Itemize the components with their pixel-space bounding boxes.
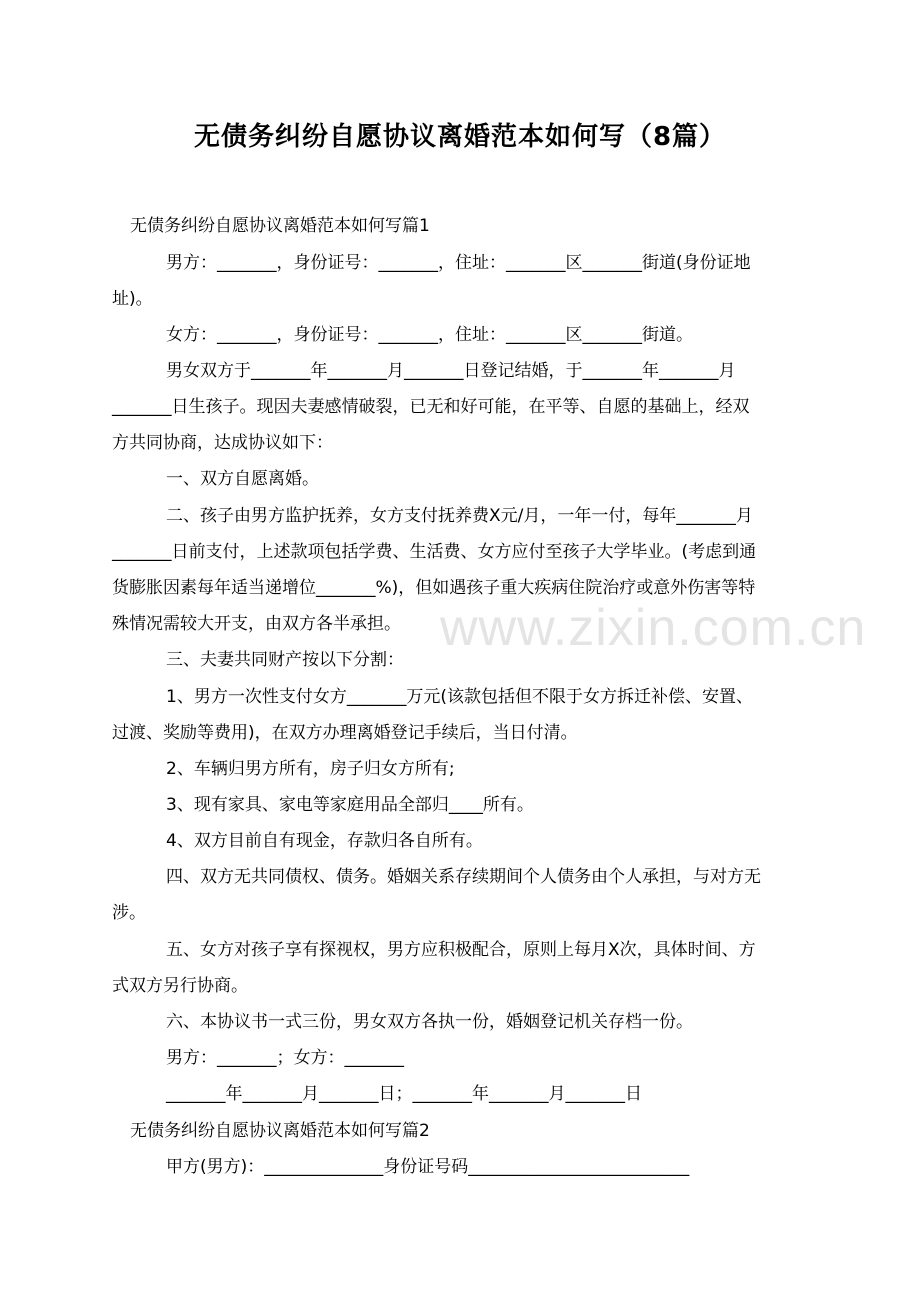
paragraph-line: 址)。 xyxy=(112,289,153,309)
section-heading-2: 无债务纠纷自愿协议离婚范本如何写篇2 xyxy=(130,1121,430,1141)
signature-line: 男方：_______；女方：_______ xyxy=(166,1048,404,1068)
paragraph-line: 男方：_______，身份证号：_______，住址：_______区_______街道(身份证地 xyxy=(166,253,751,273)
paragraph-line: 式双方另行协商。 xyxy=(112,976,248,996)
paragraph-line: 二、孩子由男方监护抚养，女方支付抚养费X元/月，一年一付，每年_______月 xyxy=(166,506,753,526)
paragraph-line: 1、男方一次性支付女方_______万元(该款包括但不限于女方拆迁补偿、安置、 xyxy=(166,687,753,707)
paragraph-line: _______日前支付，上述款项包括学费、生活费、女方应付至孩子大学毕业。(考虑到通 xyxy=(112,542,757,562)
paragraph-line: 殊情况需较大开支，由双方各半承担。 xyxy=(112,614,401,634)
paragraph-line: 过渡、奖励等费用)，在双方办理离婚登记手续后，当日付清。 xyxy=(112,723,578,743)
paragraph-line: 男女双方于_______年_______月_______日登记结婚，于_______年_______月 xyxy=(166,361,736,381)
paragraph-line: 货膨胀因素每年适当递增位_______%)，但如遇孩子重大疾病住院治疗或意外伤害等特 xyxy=(112,578,756,598)
paragraph-line: 2、车辆归男方所有，房子归女方所有; xyxy=(166,759,455,779)
paragraph-line: 3、现有家具、家电等家庭用品全部归____所有。 xyxy=(166,795,534,815)
paragraph-line: _______日生孩子。现因夫妻感情破裂，已无和好可能，在平等、自愿的基础上，经双 xyxy=(112,397,750,417)
paragraph-line: 4、双方目前自有现金，存款归各自所有。 xyxy=(166,831,483,851)
paragraph-line: 五、女方对孩子享有探视权，男方应积极配合，原则上每月X次，具体时间、方 xyxy=(166,940,756,960)
section-heading-1: 无债务纠纷自愿协议离婚范本如何写篇1 xyxy=(130,216,430,236)
date-line: _______年_______月_______日；_______年_______月_______日 xyxy=(166,1084,642,1104)
watermark: www.zixin.com.cn xyxy=(440,599,867,657)
paragraph-line: 三、夫妻共同财产按以下分割： xyxy=(166,650,404,670)
paragraph-line: 六、本协议书一式三份，男女双方各执一份，婚姻登记机关存档一份。 xyxy=(166,1012,693,1032)
paragraph-line: 涉。 xyxy=(112,903,146,923)
paragraph-line: 女方：_______，身份证号：_______，住址：_______区_______街道。 xyxy=(166,325,693,345)
document-title: 无债务纠纷自愿协议离婚范本如何写（8篇） xyxy=(193,122,727,152)
paragraph-line: 甲方(男方)：______________身份证号码__________________________ xyxy=(166,1157,690,1177)
paragraph-line: 四、双方无共同债权、债务。婚姻关系存续期间个人债务由个人承担，与对方无 xyxy=(166,867,761,887)
paragraph-line: 一、双方自愿离婚。 xyxy=(166,469,319,489)
paragraph-line: 方共同协商，达成协议如下： xyxy=(112,433,333,453)
